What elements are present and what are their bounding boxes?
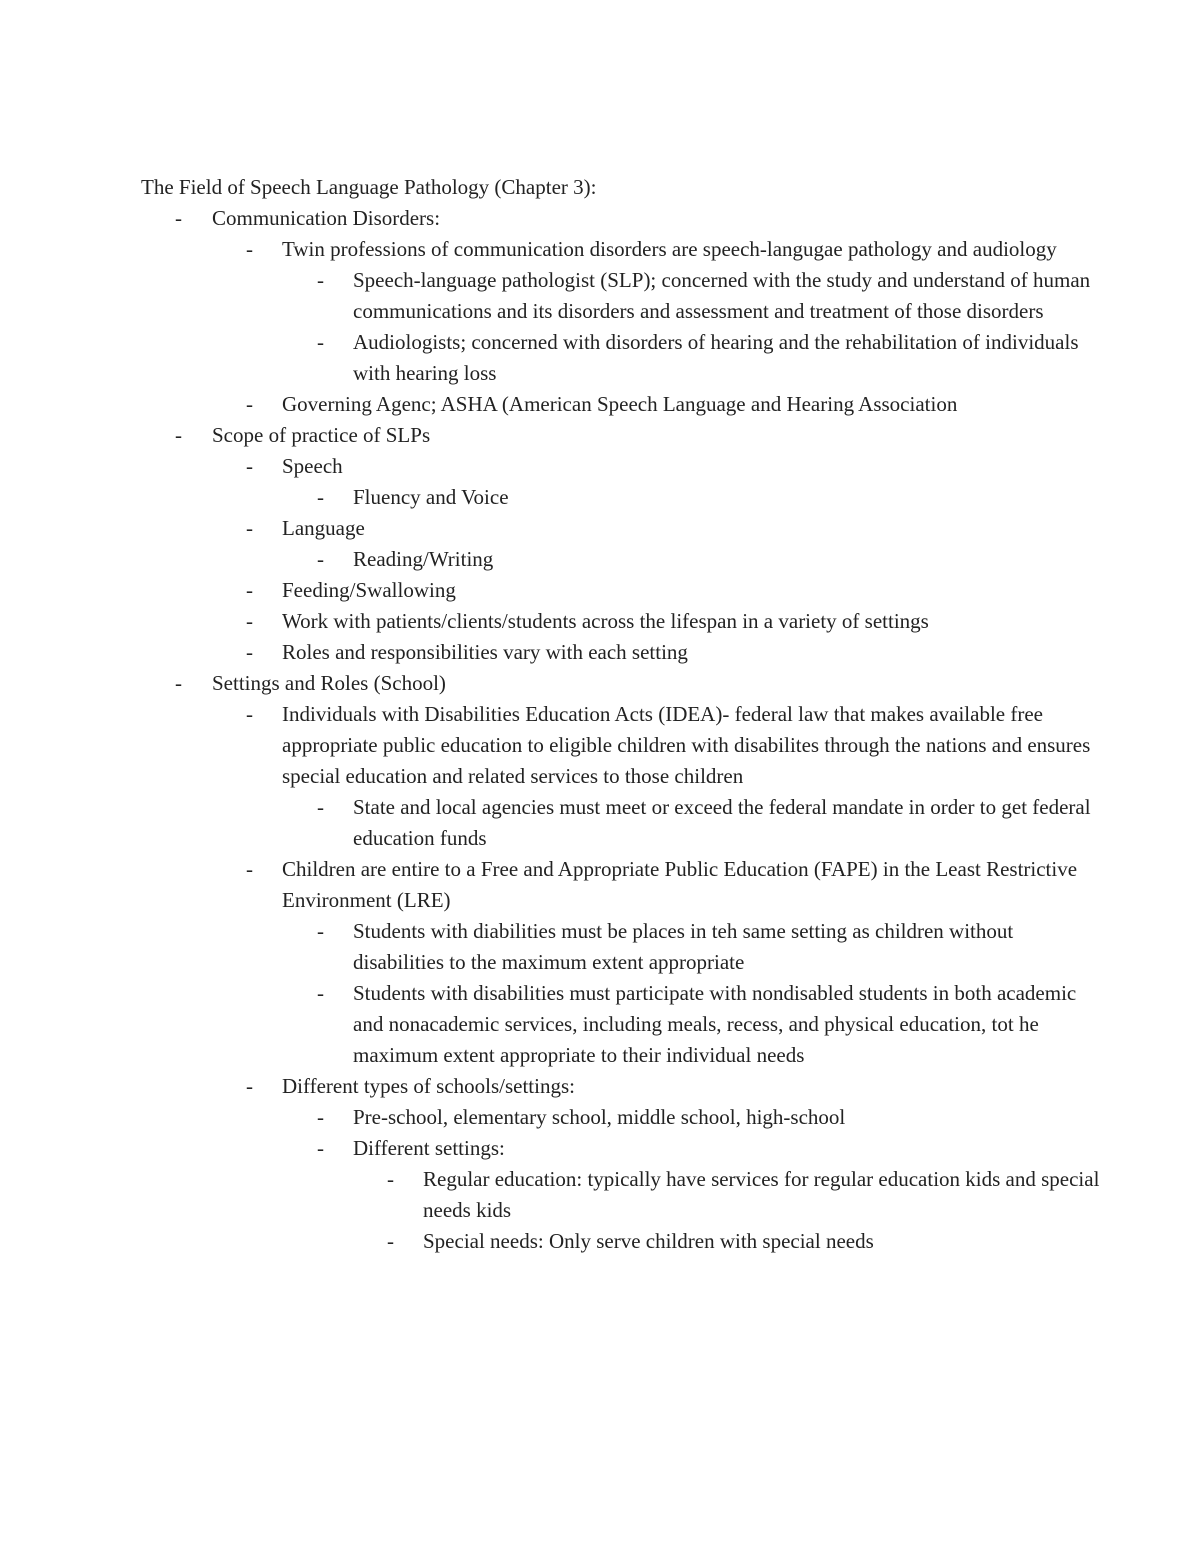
outline-item-text: Children are entire to a Free and Appropriate Public Education (FAPE) in the Least Restrictive Environment (LRE) [282, 857, 1078, 912]
bullet-dash-icon: - [246, 392, 253, 416]
outline-item-level-2 [141, 513, 1101, 544]
bullet-dash-icon: - [246, 516, 253, 540]
bullet-dash-icon: - [317, 485, 324, 509]
outline-item-level-2 [141, 637, 1101, 668]
outline-item-text: Roles and responsibilities vary with each setting [282, 640, 688, 664]
outline-item-text: Regular education: typically have services for regular education kids and special needs kids [423, 1167, 1100, 1222]
outline-list [141, 203, 1101, 1257]
page-title: The Field of Speech Language Pathology (Chapter 3): [141, 175, 597, 199]
outline-item-level-1 [141, 668, 1101, 699]
outline-item-level-3 [141, 916, 1101, 978]
bullet-dash-icon: - [387, 1229, 394, 1253]
bullet-dash-icon: - [246, 857, 253, 881]
outline-item-text: Scope of practice of SLPs [212, 423, 431, 447]
outline-item-level-2 [141, 1071, 1101, 1102]
outline-item-level-1 [141, 420, 1101, 451]
outline-item-level-3 [141, 1102, 1101, 1133]
bullet-dash-icon: - [317, 1136, 324, 1160]
outline-item-text: Audiologists; concerned with disorders of hearing and the rehabilitation of individuals with hearing loss [353, 330, 1079, 385]
bullet-dash-icon: - [246, 640, 253, 664]
outline-item-level-2 [141, 699, 1101, 792]
outline-item-level-2 [141, 234, 1101, 265]
outline-item-level-2 [141, 575, 1101, 606]
bullet-dash-icon: - [317, 919, 324, 943]
bullet-dash-icon: - [246, 578, 253, 602]
outline-item-level-3 [141, 265, 1101, 327]
outline-item-level-4 [141, 1226, 1101, 1257]
outline-item-text: Governing Agenc; ASHA (American Speech Language and Hearing Association [282, 392, 958, 416]
outline-item-text: Work with patients/clients/students across the lifespan in a variety of settings [282, 609, 929, 633]
outline-item-level-2 [141, 389, 1101, 420]
outline-item-text: Speech-language pathologist (SLP); concerned with the study and understand of human communications and its disorders and assessment and treatment of those disorders [353, 268, 1091, 323]
outline-item-level-2 [141, 451, 1101, 482]
outline-item-text: Students with disabilities must participate with nondisabled students in both academic and nonacademic services, including meals, recess, and physical education, tot he maximum extent appropriate to their individual needs [353, 981, 1077, 1067]
bullet-dash-icon: - [175, 671, 182, 695]
outline-item-text: Different settings: [353, 1136, 505, 1160]
outline-item-text: State and local agencies must meet or exceed the federal mandate in order to get federal education funds [353, 795, 1091, 850]
bullet-dash-icon: - [175, 206, 182, 230]
outline-item-text: Communication Disorders: [212, 206, 441, 230]
outline-item-level-3 [141, 792, 1101, 854]
outline-item-text: Feeding/Swallowing [282, 578, 456, 602]
outline-item-level-3 [141, 482, 1101, 513]
bullet-dash-icon: - [317, 547, 324, 571]
outline-item-level-4 [141, 1164, 1101, 1226]
outline-item-text: Special needs: Only serve children with special needs [423, 1229, 874, 1253]
outline-item-text: Language [282, 516, 365, 540]
outline-item-text: Speech [282, 454, 343, 478]
outline-item-level-3 [141, 327, 1101, 389]
outline-item-text: Individuals with Disabilities Education Acts (IDEA)- federal law that makes available free appropriate public education to eligible children with disabilites through the nations and ensures special education and related services to those children [282, 702, 1091, 788]
outline-item-text: Fluency and Voice [353, 485, 509, 509]
outline-item-level-3 [141, 978, 1101, 1071]
bullet-dash-icon: - [317, 268, 324, 292]
outline-item-text: Different types of schools/settings: [282, 1074, 575, 1098]
outline-item-level-3 [141, 544, 1101, 575]
outline-item-level-3 [141, 1133, 1101, 1164]
bullet-dash-icon: - [317, 330, 324, 354]
bullet-dash-icon: - [246, 609, 253, 633]
bullet-dash-icon: - [387, 1167, 394, 1191]
bullet-dash-icon: - [317, 1105, 324, 1129]
outline-item-text: Reading/Writing [353, 547, 494, 571]
bullet-dash-icon: - [246, 237, 253, 261]
bullet-dash-icon: - [246, 454, 253, 478]
bullet-dash-icon: - [317, 981, 324, 1005]
outline-item-level-2 [141, 606, 1101, 637]
outline-item-level-1 [141, 203, 1101, 234]
outline-item-level-2 [141, 854, 1101, 916]
outline-item-text: Pre-school, elementary school, middle school, high-school [353, 1105, 846, 1129]
bullet-dash-icon: - [246, 1074, 253, 1098]
bullet-dash-icon: - [246, 702, 253, 726]
bullet-dash-icon: - [175, 423, 182, 447]
bullet-dash-icon: - [317, 795, 324, 819]
outline-item-text: Students with diabilities must be places in teh same setting as children without disabilities to the maximum extent appropriate [353, 919, 1014, 974]
outline-item-text: Settings and Roles (School) [212, 671, 446, 695]
outline-item-text: Twin professions of communication disorders are speech-langugae pathology and audiology [282, 237, 1057, 261]
